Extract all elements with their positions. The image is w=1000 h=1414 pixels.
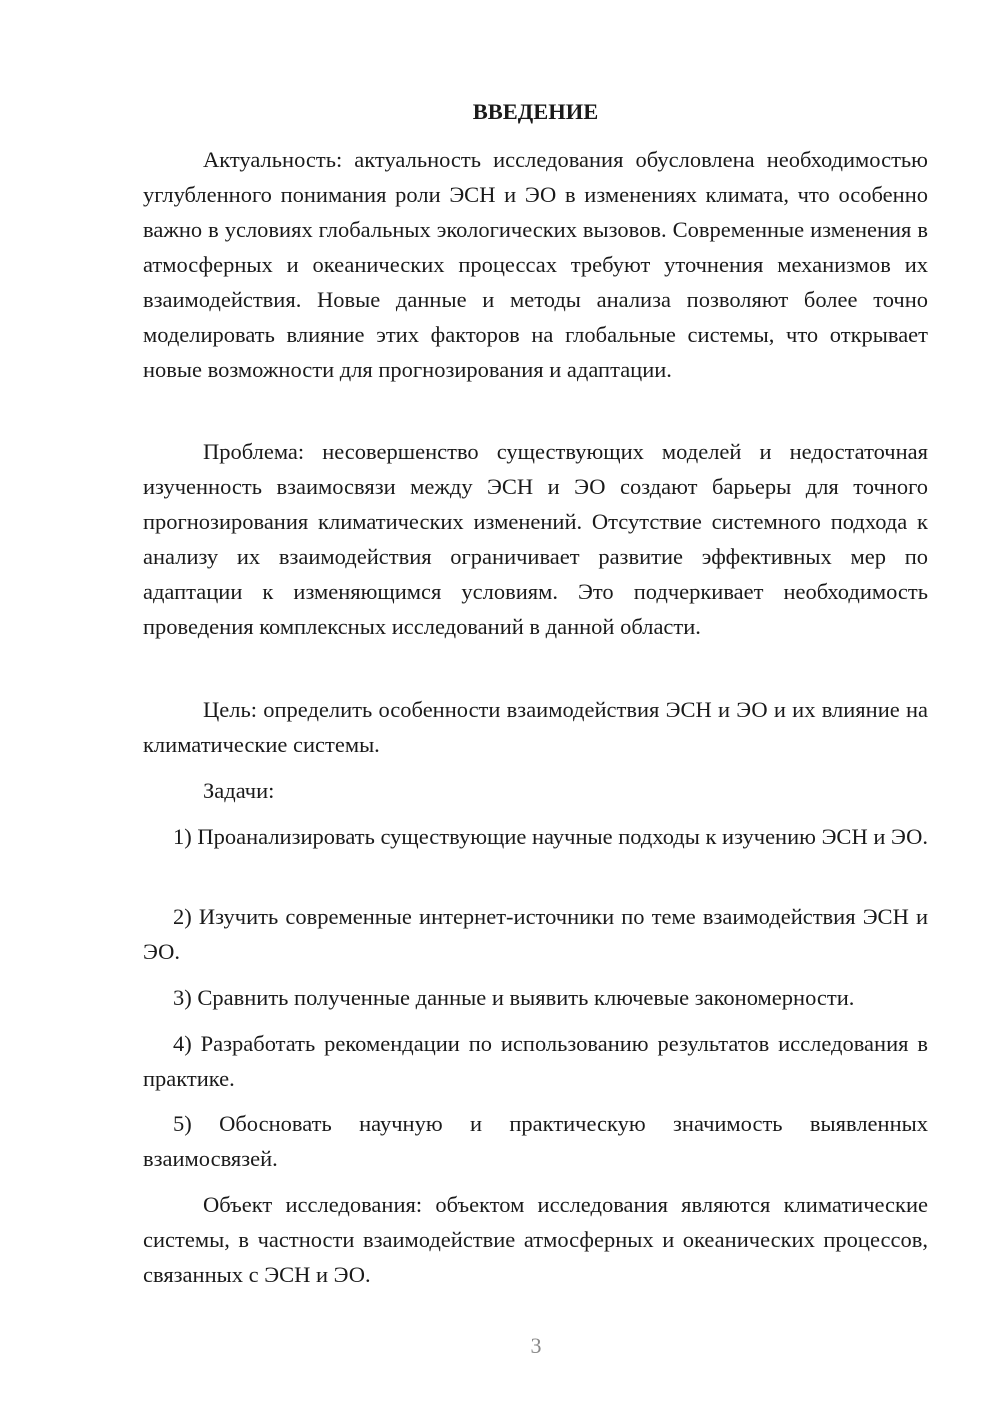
task-item-4 [143, 1026, 928, 1096]
paragraph-goal [143, 692, 928, 762]
page-number: 3 [530, 1333, 542, 1358]
list-item: 3) Сравнить полученные данные и выявить ключевые закономерности. [173, 985, 855, 1010]
section-title: ВВЕДЕНИЕ [472, 99, 599, 124]
list-item: 2) Изучить современные интернет-источники по теме взаимодействия ЭСН и ЭО. [143, 904, 928, 964]
paragraph-text: Цель: определить особенности взаимодействия ЭСН и ЭО и их влияние на климатические системы. [143, 697, 928, 757]
paragraph-text: Задачи: [203, 778, 275, 803]
tasks-heading [143, 773, 928, 808]
task-item-2 [143, 899, 928, 969]
paragraph-problem [143, 434, 928, 644]
list-item: 5) Обосновать научную и практическую значимость выявленных взаимосвязей. [143, 1111, 928, 1171]
list-item: 1) Проанализировать существующие научные подходы к изучению ЭСН и ЭО. [173, 824, 928, 849]
task-item-5 [143, 1106, 928, 1176]
paragraph-text: Проблема: несовершенство существующих моделей и недостаточная изученность взаимосвязи между ЭСН и ЭО создают барьеры для точного прогнозирования климатических изменений. Отсутствие системного подхода к анализу их взаимодействия ограничивает развитие эффективных мер по адаптации к изменяющимся условиям. Это подчеркивает необходимость проведения комплексных исследований в данной области. [143, 439, 928, 639]
paragraph-object [143, 1187, 928, 1292]
task-item-1 [143, 819, 928, 854]
paragraph-text: Актуальность: актуальность исследования обусловлена необходимостью углубленного понимания роли ЭСН и ЭО в изменениях климата, что особенно важно в условиях глобальных экологических вызовов. Современные изменения в атмосферных и океанических процессах требуют уточнения механизмов их взаимодействия. Новые данные и методы анализа позволяют более точно моделировать влияние этих факторов на глобальные системы, что открывает новые возможности для прогнозирования и адаптации. [143, 147, 928, 382]
paragraph-text: Объект исследования: объектом исследования являются климатические системы, в частности взаимодействие атмосферных и океанических процессов, связанных с ЭСН и ЭО. [143, 1192, 928, 1287]
paragraph-relevance [143, 142, 928, 387]
list-item: 4) Разработать рекомендации по использованию результатов исследования в практике. [143, 1031, 928, 1091]
task-item-3 [143, 980, 928, 1015]
